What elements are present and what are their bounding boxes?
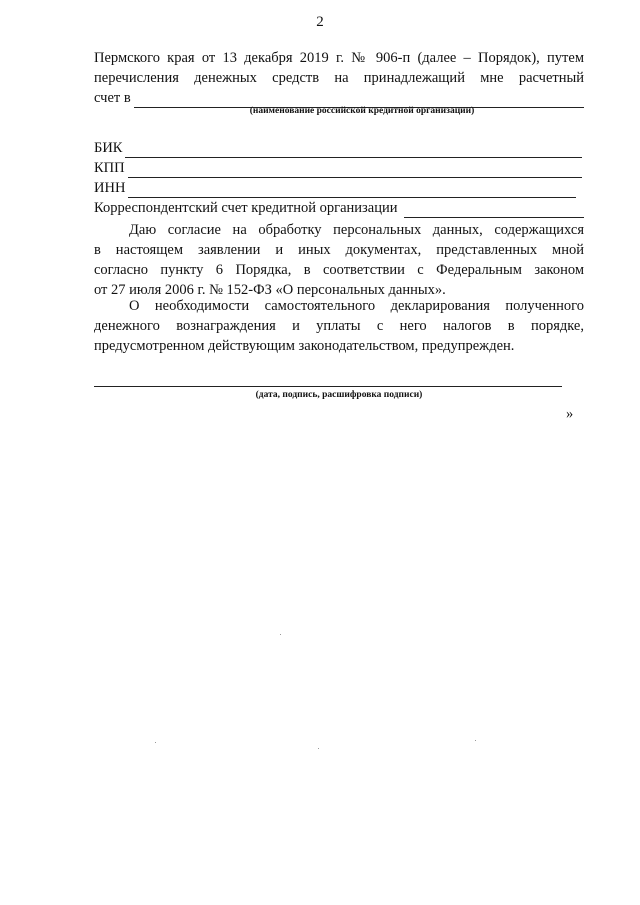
corr-account-label: Корреспондентский счет кредитной организации [94, 200, 398, 216]
consent-line-3: согласно пункту 6 Порядка, в соответствии с Федеральным законом [94, 262, 584, 278]
consent-line-4: от 27 июля 2006 г. № 152-ФЗ «О персональных данных». [94, 282, 446, 298]
bik-label: БИК [94, 140, 123, 156]
scan-speck [318, 748, 319, 749]
scan-speck [475, 740, 476, 741]
closing-quote: » [566, 406, 574, 422]
bank-name-hint: (наименование российской кредитной организации) [249, 106, 475, 116]
signature-line[interactable] [94, 386, 562, 387]
corr-account-field[interactable] [94, 198, 584, 218]
inn-field[interactable] [94, 178, 576, 198]
bik-blank[interactable] [125, 143, 582, 158]
inn-blank[interactable] [128, 183, 576, 198]
bik-field[interactable] [94, 138, 582, 158]
intro-line-1: Пермского края от 13 декабря 2019 г. № 906-п (далее – Порядок), путем [94, 50, 584, 66]
intro-line-2: перечисления денежных средств на принадлежащий мне расчетный [94, 70, 584, 86]
corr-account-blank[interactable] [404, 203, 584, 218]
warning-line-1: О необходимости самостоятельного декларирования полученного [129, 298, 584, 314]
scan-speck [280, 634, 281, 635]
warning-line-3: предусмотренном действующим законодательством, предупрежден. [94, 338, 515, 354]
warning-line-2: денежного вознаграждения и уплаты с него налогов в порядке, [94, 318, 584, 334]
consent-line-2: в настоящем заявлении и иных документах, представленных мной [94, 242, 584, 258]
signature-hint: (дата, подпись, расшифровка подписи) [255, 390, 423, 400]
bank-name-label: счет в [94, 90, 131, 106]
kpp-field[interactable] [94, 158, 582, 178]
bank-name-field[interactable] [94, 88, 584, 108]
kpp-label: КПП [94, 160, 125, 176]
page-number: 2 [316, 14, 324, 30]
consent-line-1: Даю согласие на обработку персональных данных, содержащихся [129, 222, 584, 238]
inn-label: ИНН [94, 180, 126, 196]
scan-speck [155, 742, 156, 743]
kpp-blank[interactable] [128, 163, 582, 178]
